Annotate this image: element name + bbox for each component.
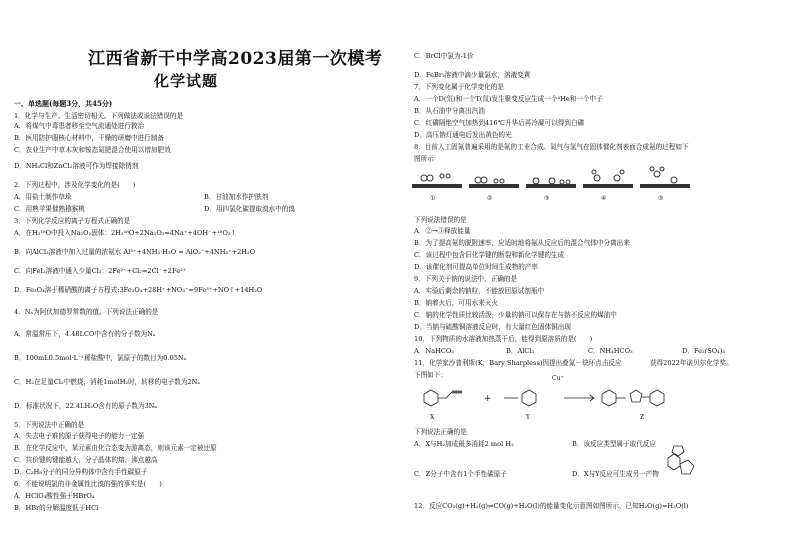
molecule [650, 167, 654, 171]
catalyst-label: Cu⁺ [552, 375, 564, 382]
left-text-line: C．向FeI₂溶液中通入少量Cl₂：2Fe²⁺+Cl₂=2Cl⁻+2Fe³⁺ [14, 267, 187, 275]
right-text-line: C．钠的化学性质比较活泼，少量的钠可以保存在与钠不反应的煤油中 [414, 311, 617, 319]
left-text-line: A．将煤气中毒患者移至空气流通处进行救治 [14, 122, 145, 130]
right-text-line: A．实验后剩余的钠粒，不能放回原试剂瓶中 [414, 287, 545, 295]
left-text-line: A．失去电子难的原子获得电子的能力一定强 [14, 432, 145, 440]
step-label-2: ② [487, 195, 493, 202]
left-text-line: C．共价键的键能越大，分子晶体的熔、沸点越高 [14, 456, 158, 464]
molecule [481, 177, 487, 183]
right-text-line: D．高压钠灯通电后发出黄色的光 [414, 131, 512, 139]
right-text-line: A．X与H₂加成最多消耗2 mol H₂ [414, 440, 514, 448]
alkyne-chain [438, 391, 462, 398]
molecule [594, 175, 600, 181]
molecule [549, 178, 555, 184]
right-text-line: 12．反应CO₂(g)+H₂(g)⇌CO(g)+H₂O(l)的能量变化示意图如图所示，已知H₂O(g)=H₂O(l) [414, 502, 689, 510]
right-text-line: A．一个D(氘)和一个T(氚)发生聚变反应生成一个⁴He和一个中子 [414, 95, 603, 103]
plus-sign: + [484, 394, 492, 404]
molecule [654, 171, 660, 177]
right-text-line: 9．下列关于钠的说法中，正确的是 [414, 275, 518, 283]
click-reaction-scheme [414, 380, 714, 422]
right-text-line: D．FeBr₂溶液中滴少量氯水，溶液变黄 [414, 71, 531, 79]
molecule [427, 175, 433, 181]
molecule [440, 174, 444, 178]
right-text-line: 7．下列变化属于化学变化的是 [414, 83, 504, 91]
exam-title: 江西省新干中学高2023届第一次模考 [88, 49, 383, 69]
catalyst-surface-5 [640, 184, 690, 188]
right-text-line: D．当钠与硫酸铜溶液反应时，有大量红色固体铜出现 [414, 323, 571, 331]
left-text-line: C．农业生产中草木灰和铵态氮肥混合使用以增加肥效 [14, 146, 171, 154]
left-text-line: A．常温常压下，4.48LCO中含有的分子数为Nₐ [14, 330, 156, 338]
right-text-line: B．为了提高氨的脱附速率，应适时地将氨从反应后的混合气体中分离出来 [414, 239, 630, 247]
left-text-line: 5．下列说法中正确的是 [14, 421, 85, 429]
left-text-line: 6．不能说明氯的非金属性比溴的强的事实是( ) [14, 480, 162, 488]
molecule [446, 174, 450, 178]
catalyst-surface-4 [583, 184, 633, 188]
section-heading: 一、单选题(每题3分，共45分) [14, 99, 113, 108]
left-text-line: A．HClO₄酸性强于HBrO₄ [14, 492, 95, 500]
catalyst-surface-1 [412, 184, 462, 188]
right-text-line: C．红磷隔绝空气加热到416℃升华后再冷凝可以得到白磷 [414, 119, 585, 127]
benzene-ring-y [522, 390, 536, 406]
left-text-line: 4．Nₐ为阿伏加德罗常数的值。下列说法正确的是 [14, 308, 159, 316]
reaction-arrow [564, 395, 594, 401]
right-text-line: A．NaHCO₃ [414, 347, 454, 355]
right-text-line: D．X与Y反应可生成另一产物 [572, 470, 659, 478]
right-text-line: D．Fe₂(SO₄)₃ [682, 347, 725, 355]
catalyst-surface-3 [526, 184, 576, 188]
step-label-4: ④ [601, 195, 607, 202]
right-text-line: B．AlCl₃ [506, 347, 535, 355]
molecule [660, 167, 664, 171]
right-text-line: 下列说法正确的是 [414, 428, 467, 436]
left-text-line: B．向AlCl₃溶液中加入过量的浓氨水 Al³⁺+4NH₃·H₂O = AlO₂⁻+4NH₄⁺+2H₂O [14, 248, 256, 256]
step-label-1: ① [430, 195, 436, 202]
compound-z-label: Z [640, 414, 645, 421]
right-text-line: A．②→③释放能量 [414, 227, 471, 235]
right-text-line: C．BrCl中氯为-1价 [414, 52, 474, 60]
right-text-line: C．Z分子中含有1个手性碳原子 [414, 470, 507, 478]
molecule [566, 180, 570, 184]
right-text-line: 8．目前人工固氮普遍采用的是氨的工业合成。氮气与氢气在固体催化剂表面合成氨的过程如下 [414, 143, 689, 151]
molecule [671, 177, 677, 183]
left-text-line: D．标准状况下，22.4LH₂O含有的原子数为3Nₐ [14, 402, 157, 410]
left-text-line: A．用盐土制作草垛 [14, 193, 72, 201]
left-text-line: C．H₂在足量Cl₂中燃烧，消耗1molH₂时，转移的电子数为2Nₐ [14, 378, 200, 386]
molecule [500, 179, 504, 183]
left-text-line: 2．下列过程中，涉及化学变化的是( ) [14, 181, 136, 189]
right-text-line: B．该反应类型属于取代反应 [572, 440, 656, 448]
step-label-3: ③ [544, 195, 550, 202]
left-text-line: B．甘油加水作护肤剂 [204, 193, 269, 201]
right-text-line: C．NH₄HCO₃ [588, 347, 633, 355]
exam-subtitle: 化学试题 [154, 72, 219, 90]
right-text-line: 10．下列物质的水溶液加热蒸干后，能得到原溶质的是( ) [414, 335, 593, 343]
molecule [494, 179, 498, 183]
molecule [614, 175, 620, 181]
compound-x-label: X [430, 414, 435, 421]
left-text-line: 3．下列化学反应的离子方程式正确的是 [14, 217, 131, 225]
nh3-synthesis-diagram [412, 166, 697, 206]
right-text-line: 图所示 [414, 155, 434, 163]
left-text-line: A．在H₂¹⁸O中投入Na₂O₂固体：2H₂¹⁸O+2Na₂O₂=4Na⁺+4OH⁻+¹⁸O₂↑ [14, 229, 237, 237]
compound-y-label: Y [526, 414, 530, 421]
catalyst-surface-2 [469, 184, 519, 188]
right-text-line: 11．化学家沙普利斯(K．Bary Sharpless)因提出叠氮－炔环点击反应 [414, 359, 622, 367]
left-text-line: B．医用防护服核心材料中，干燥的研磨中进行制备 [14, 134, 164, 142]
right-text-line: 下列说法错误的是 [414, 216, 467, 224]
right-text-line: B．钠着火后，可用水来灭火 [414, 299, 498, 307]
left-text-line: 1．化学与生产、生活密切相关。下列做法或说法错误的是 [14, 112, 184, 120]
right-text-line: 下图如下： [414, 371, 447, 379]
triazole-ring [630, 390, 642, 402]
right-text-line: 获得2022年诺贝尔化学奖。 [650, 359, 733, 367]
left-text-line: B．HBr的分解温度低于HCl [14, 504, 99, 512]
molecule [560, 180, 564, 184]
right-text-line: C．该过程中包含旧化学键的断裂和新化学键的生成 [414, 251, 565, 259]
molecule [421, 175, 427, 181]
fused-ring-product [660, 442, 700, 482]
left-text-line: B．100mL0.5mol·L⁻¹稀盐酸中，氯原子的数目为0.05Nₐ [14, 354, 187, 362]
left-text-line: C．用熟苹果催熟猕猴桃 [14, 205, 85, 213]
left-text-line: D．C₃H₈分子的同分异构体中含有手性碳原子 [14, 468, 148, 476]
benzene-ring-z2 [650, 390, 664, 406]
left-text-line: B．在化学反应中，某元素由化合态变为游离态，则该元素一定被还原 [14, 444, 217, 452]
left-text-line: D．Fe₃O₄溶于稀硝酸的离子方程式:3Fe₃O₄+28H⁺+NO₃⁻=9Fe³⁺+NO↑+14H₂O [14, 286, 263, 294]
benzene-ring-x [424, 390, 438, 406]
left-text-line: D．用四氯化碳提取溴水中的溴 [204, 205, 296, 213]
step-label-5: ⑤ [658, 195, 664, 202]
benzene-ring-z1 [602, 390, 616, 406]
molecule [475, 177, 481, 183]
molecule [533, 178, 539, 184]
right-text-line: D．该催化剂可提高单位时间生成物的产率 [414, 263, 538, 271]
left-text-line: D．NH₄Cl和ZnCl₂溶液可作为焊接除锈剂 [14, 162, 139, 170]
molecule [592, 170, 596, 174]
molecule [620, 170, 624, 174]
right-text-line: B．从石油中分离出汽油 [414, 107, 485, 115]
